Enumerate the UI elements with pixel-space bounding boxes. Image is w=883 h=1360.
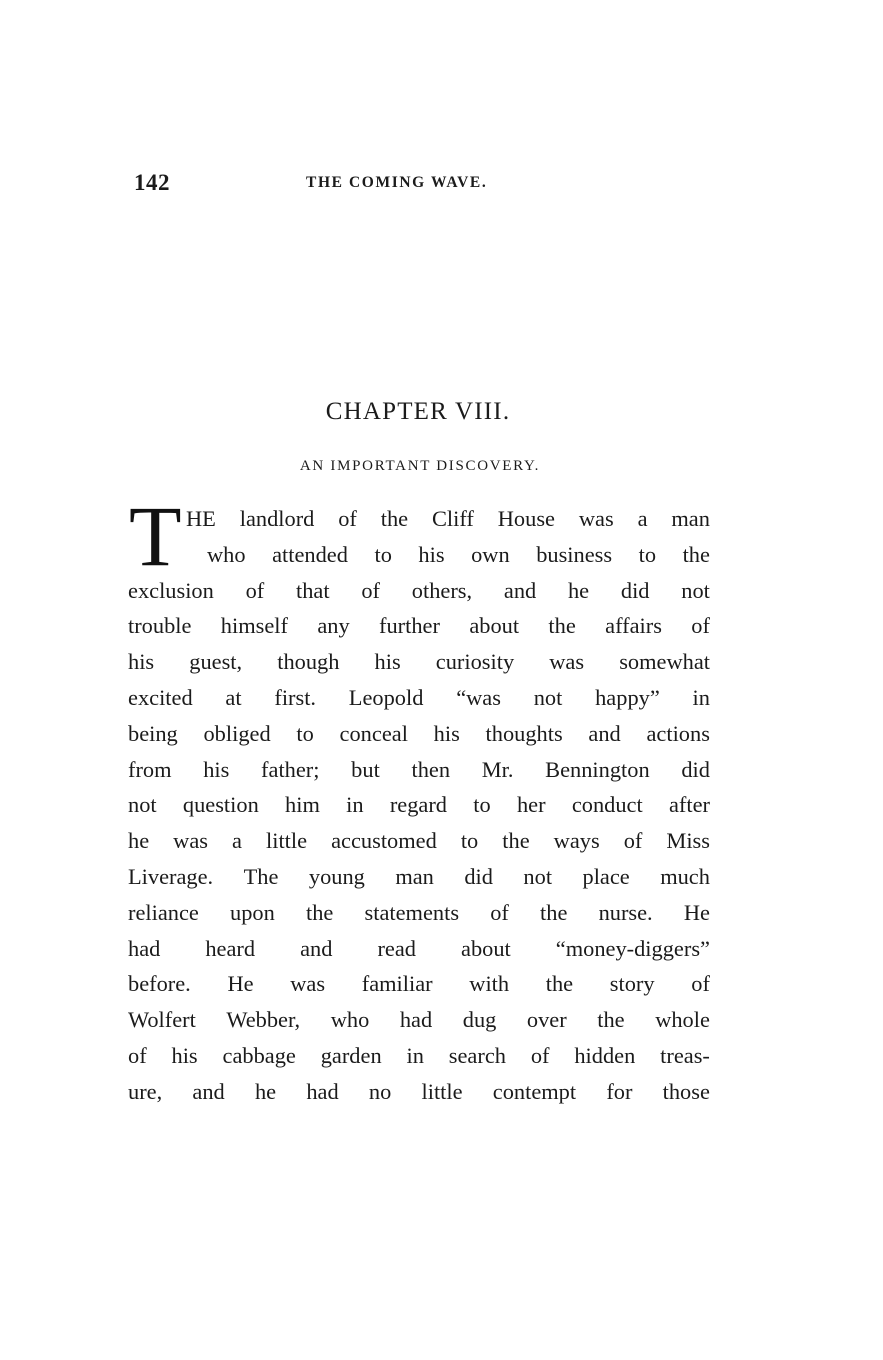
text-line: HE landlord of the Cliff House was a man [186,506,710,531]
text-line: had heard and read about “money-diggers” [128,935,710,961]
text-line: from his father; but then Mr. Bennington did [128,756,710,782]
text-line: Wolfert Webber, who had dug over the whole [128,1007,710,1033]
text-line: who attended to his own business to the [207,541,710,567]
text-line: reliance upon the statements of the nurse. He [128,899,710,925]
text-line: of his cabbage garden in search of hidden treas- [128,1043,710,1068]
drop-cap: T [129,488,182,584]
chapter-title: CHAPTER VIII. [325,398,511,425]
text-line: trouble himself any further about the affairs of [128,613,710,639]
text-line: being obliged to conceal his thoughts and actions [128,720,710,746]
running-title: THE COMING WAVE. [306,174,488,191]
page-number: 142 [134,170,170,195]
text-line: before. He was familiar with the story of [128,971,710,997]
text-line: not question him in regard to her conduct after [128,792,710,818]
chapter-subtitle: AN IMPORTANT DISCOVERY. [299,458,541,474]
running-head [134,170,714,194]
text-line: Liverage. The young man did not place much [128,864,710,889]
text-line: ure, and he had no little contempt for those [128,1078,710,1104]
text-line: excited at first. Leopold “was not happy” in [128,685,710,710]
text-line: he was a little accustomed to the ways of Miss [128,828,710,854]
text-line: his guest, though his curiosity was somewhat [128,649,710,675]
text-line: exclusion of that of others, and he did not [128,577,710,603]
